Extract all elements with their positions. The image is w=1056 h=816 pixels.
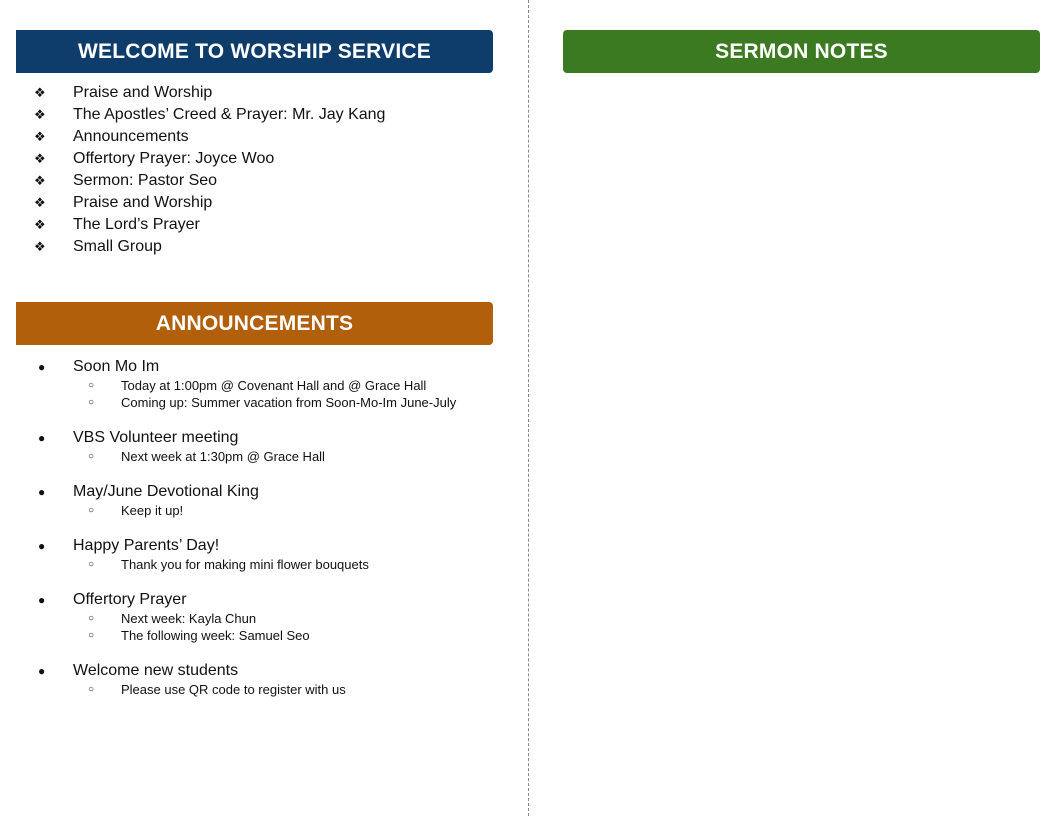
circle-bullet-icon: ○ <box>88 684 95 695</box>
announcements-list <box>38 357 456 715</box>
bullet-icon: ● <box>38 431 46 445</box>
bullet-icon: ● <box>38 539 46 553</box>
bullet-icon: ● <box>38 485 46 499</box>
circle-bullet-icon: ○ <box>88 630 95 641</box>
list-item: ❖ The Lord’s Prayer <box>34 216 200 233</box>
circle-bullet-icon: ○ <box>88 559 95 570</box>
bullet-icon: ● <box>38 664 46 678</box>
list-item: ● VBS Volunteer meeting ○ Next week at 1:30pm @ Grace Hall <box>38 429 325 464</box>
service-order-list <box>34 82 385 258</box>
welcome-banner <box>16 30 493 73</box>
list-item: ❖ Sermon: Pastor Seo <box>34 172 218 189</box>
circle-bullet-icon: ○ <box>88 505 95 516</box>
welcome-title: WELCOME TO WORSHIP SERVICE <box>78 39 431 63</box>
fold-divider <box>528 0 529 816</box>
sermon-notes-title: SERMON NOTES <box>715 39 888 63</box>
list-item: ● May/June Devotional King ○ Keep it up! <box>38 483 259 518</box>
circle-bullet-icon: ○ <box>88 613 95 624</box>
circle-bullet-icon: ○ <box>88 451 95 462</box>
diamond-bullet-icon: ❖ <box>34 129 46 144</box>
list-item: ❖ Announcements <box>34 128 189 145</box>
sermon-notes-banner <box>563 30 1040 73</box>
diamond-bullet-icon: ❖ <box>34 217 46 232</box>
diamond-bullet-icon: ❖ <box>34 151 46 166</box>
diamond-bullet-icon: ❖ <box>34 239 46 254</box>
bullet-icon: ● <box>38 593 46 607</box>
list-item: ❖ Small Group <box>34 238 162 255</box>
diamond-bullet-icon: ❖ <box>34 195 46 210</box>
diamond-bullet-icon: ❖ <box>34 107 46 122</box>
announcements-title: ANNOUNCEMENTS <box>155 311 354 335</box>
list-item: ● Happy Parents’ Day! ○ Thank you for making mini flower bouquets <box>38 537 369 572</box>
list-item: ❖ Offertory Prayer: Joyce Woo <box>34 150 275 167</box>
list-item: ❖ Praise and Worship <box>34 84 213 101</box>
diamond-bullet-icon: ❖ <box>34 173 46 188</box>
list-item: ● Offertory Prayer ○ Next week: Kayla Chun ○ The following week: Samuel Seo <box>38 591 310 643</box>
list-item: ❖ Praise and Worship <box>34 194 213 211</box>
diamond-bullet-icon: ❖ <box>34 85 46 100</box>
bullet-icon: ● <box>38 360 46 374</box>
circle-bullet-icon: ○ <box>88 397 95 408</box>
list-item: ❖ The Apostles’ Creed & Prayer: Mr. Jay Kang <box>34 106 386 123</box>
list-item: ● Soon Mo Im ○ Today at 1:00pm @ Covenant Hall and @ Grace Hall ○ Coming up: Summer vacation from Soon-Mo-Im June-July <box>38 358 457 410</box>
list-item: ● Welcome new students ○ Please use QR code to register with us <box>38 662 346 697</box>
announcements-banner <box>16 302 493 345</box>
circle-bullet-icon: ○ <box>88 380 95 391</box>
